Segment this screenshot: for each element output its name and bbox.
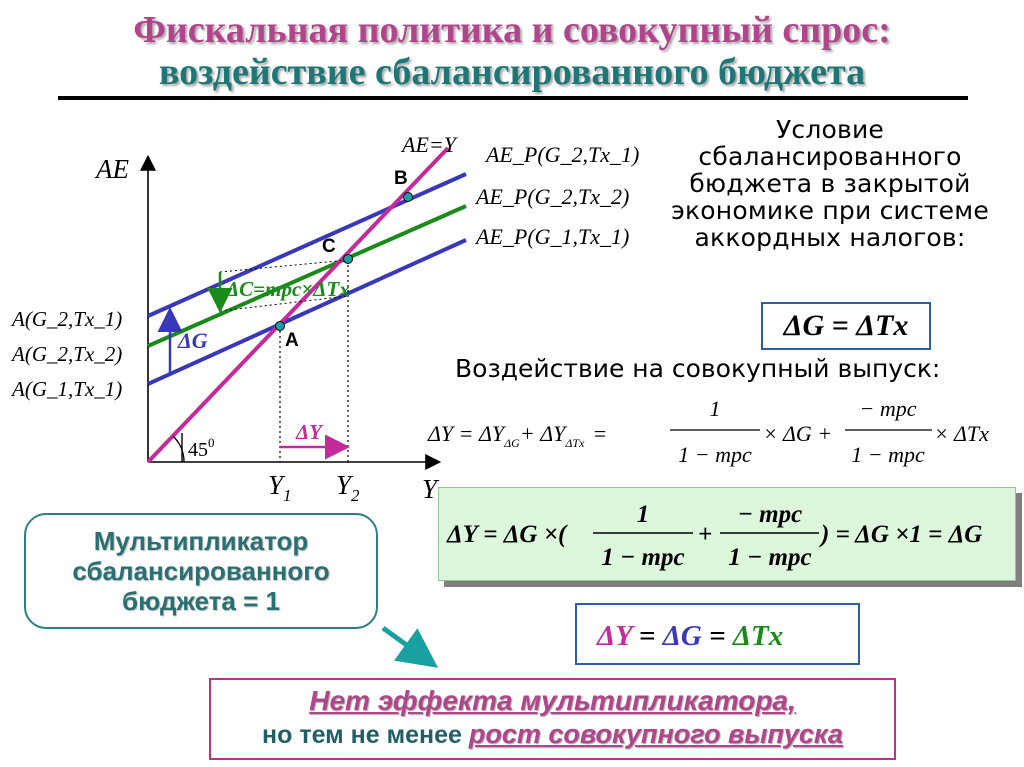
y-axis-label: AE <box>96 154 129 184</box>
balanced-budget-formula: ΔG = ΔTx <box>761 302 931 350</box>
formula-expansion <box>427 396 989 467</box>
formula1-lhs: $\Delta Y = \Delta Y_{\Delta G}+ \Delta Y_{\Delta Tx}$ = <box>428 421 608 450</box>
intercept-mid-label: A(G_2,Tx_2) <box>12 342 123 366</box>
formula2-frac2-den: 1 − mpc <box>728 544 812 571</box>
point-a-marker <box>276 322 285 331</box>
condition-line: аккордных налогов: <box>694 223 966 252</box>
multiplier-line-2: сбалансированного <box>72 556 330 586</box>
title-line-2: воздействие сбалансированного бюджета <box>158 51 866 93</box>
point-b-marker <box>404 193 413 202</box>
result-formula-box <box>575 603 860 665</box>
formula1-frac1-num: 1 <box>709 396 721 421</box>
line-low-label: AE_P(G_1,Tx_1) <box>476 224 630 249</box>
conclusion-prefix: но тем не менее <box>262 721 469 749</box>
formula1-frac1-den: 1 − mpc <box>678 442 752 467</box>
point-b-label: B <box>394 168 408 189</box>
formula2-rhs: ) = ΔG ×1 = ΔG <box>821 521 983 548</box>
point-a-label: A <box>285 330 299 351</box>
delta-y-label: ΔY <box>296 420 322 444</box>
conclusion-emphasis: рост совокупного выпуска <box>468 719 843 749</box>
formula1-frac2-den: 1 − mpc <box>851 442 925 467</box>
x-axis-label: Y <box>422 474 438 504</box>
conclusion-box <box>209 678 896 760</box>
formula1-times-g: × ΔG + <box>763 421 833 446</box>
condition-text <box>640 116 1020 251</box>
angle-label: $45^0$ <box>188 435 215 461</box>
point-c-label: C <box>322 236 336 257</box>
condition-line: экономике при системе <box>671 196 989 225</box>
formula1-frac2-num: − mpc <box>859 396 917 421</box>
derivation-box <box>438 487 1016 581</box>
condition-line: сбалансированного <box>698 142 962 171</box>
formula2-lhs: ΔY = ΔG ×( <box>447 521 567 548</box>
derivation-formula <box>439 488 1015 580</box>
impact-label: Воздействие на совокупный выпуск: <box>455 354 941 383</box>
formula1-times-t: × ΔTx <box>934 421 989 446</box>
formula2-frac1-den: 1 − mpc <box>601 544 685 571</box>
multiplier-box <box>24 513 378 629</box>
delta-g-label: ΔG <box>178 328 208 353</box>
result-eq-2: = <box>701 620 733 652</box>
title-line-1: Фискальная политика и совокупный спрос: <box>133 9 891 51</box>
result-dg: ΔG <box>662 620 702 652</box>
conclusion-line-1: Нет эффекта мультипликатора, <box>309 685 796 716</box>
x-tick-y1: $Y_1$ <box>268 470 292 505</box>
intercept-top-label: A(G_2,Tx_1) <box>12 307 123 331</box>
x-tick-y2: $Y_2$ <box>336 470 360 505</box>
multiplier-line-1: Мультипликатор <box>93 526 309 556</box>
conclusion-line-2 <box>211 718 894 751</box>
intercept-low-label: A(G_1,Tx_1) <box>12 377 123 401</box>
formula2-plus: + <box>698 521 713 548</box>
formula2-frac1-num: 1 <box>636 501 650 528</box>
svg-text:ΔY= ΔG = ΔTx <box>596 620 783 652</box>
multiplier-line-3: бюджета = 1 <box>122 586 280 616</box>
line-45 <box>148 148 448 462</box>
ae-line-g2-tx2 <box>148 206 466 346</box>
condition-line: бюджета в закрытой <box>689 169 971 198</box>
result-dy: ΔY <box>597 620 633 652</box>
formula2-frac2-num: − mpc <box>737 501 803 528</box>
result-dt: ΔTx <box>732 620 784 652</box>
ae-line-g1-tx1 <box>148 240 466 384</box>
delta-c-label: ΔC=mpc×ΔTx <box>226 277 350 301</box>
line-mid-label: AE_P(G_2,Tx_2) <box>476 184 630 209</box>
result-eq-1: = <box>638 620 663 652</box>
point-c-marker <box>344 255 353 264</box>
condition-line: Условие <box>775 115 885 144</box>
result-formula <box>577 605 858 663</box>
line-45-label: AE=Y <box>402 132 456 157</box>
line-top-label: AE_P(G_2,Tx_1) <box>486 142 640 167</box>
